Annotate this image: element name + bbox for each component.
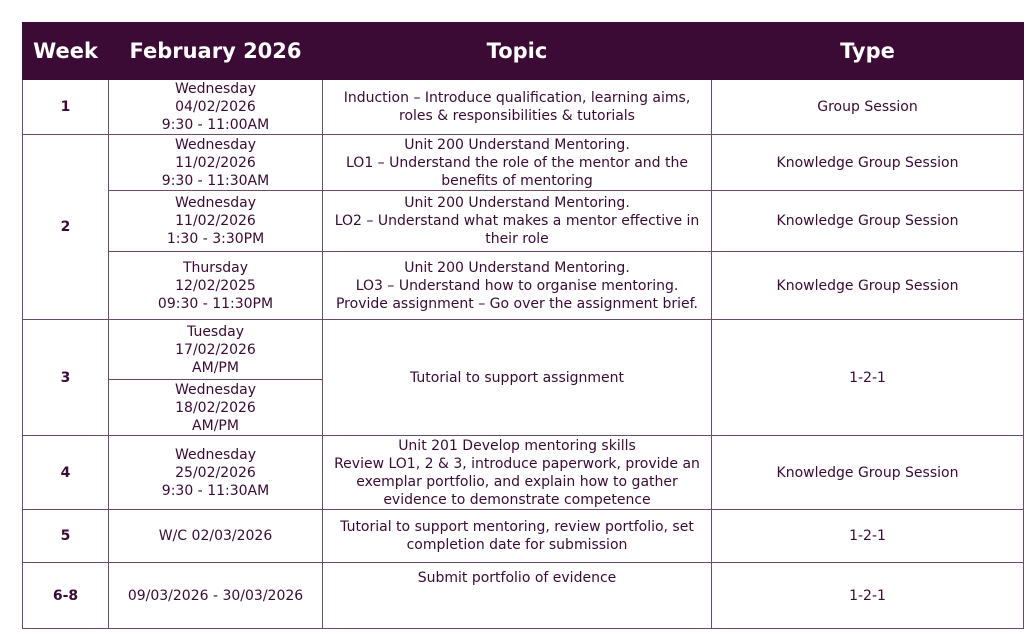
topic-cell xyxy=(323,80,712,135)
topic-line: their role xyxy=(485,231,549,247)
date-line: Wednesday xyxy=(174,195,257,211)
topic-cell xyxy=(323,191,712,252)
schedule-table xyxy=(22,22,1024,629)
topic-cell xyxy=(323,320,712,436)
date-line: 11/02/2026 xyxy=(175,213,256,229)
date-cell xyxy=(109,191,323,252)
date-line: 09/03/2026 - 30/03/2026 xyxy=(127,587,304,604)
week-cell: 1 xyxy=(23,80,109,135)
topic-cell xyxy=(323,563,712,629)
type-cell: Group Session xyxy=(712,80,1024,135)
week-cell: 6-8 xyxy=(23,563,109,629)
topic-line: LO2 – Understand what makes a mentor effective in xyxy=(334,213,700,229)
date-line: 12/02/2025 xyxy=(175,277,256,294)
topic-line: Review LO1, 2 & 3, introduce paperwork, provide an xyxy=(334,455,700,472)
header-topic: Topic xyxy=(323,23,712,80)
week-cell: 3 xyxy=(23,320,109,436)
date-cell xyxy=(109,436,323,510)
topic-cell xyxy=(323,436,712,510)
date-cell xyxy=(109,380,323,436)
type-cell: 1-2-1 xyxy=(712,563,1024,629)
date-line: Wednesday xyxy=(174,136,257,153)
date-line: 9:30 - 11:30AM xyxy=(161,172,270,189)
type-cell: Knowledge Group Session xyxy=(712,252,1024,320)
table-row xyxy=(23,80,1024,135)
table-row xyxy=(23,252,1024,320)
week-cell: 5 xyxy=(23,510,109,563)
date-cell xyxy=(109,252,323,320)
topic-line: Provide assignment – Go over the assignment brief. xyxy=(335,295,698,312)
topic-line: evidence to demonstrate competence xyxy=(383,491,651,508)
topic-line: exemplar portfolio, and explain how to gather xyxy=(356,473,678,490)
date-line: Thursday xyxy=(182,259,249,276)
date-line: AM/PM xyxy=(192,417,239,434)
date-line: Tuesday xyxy=(187,323,244,340)
table-row xyxy=(23,510,1024,563)
date-line: 04/02/2026 xyxy=(175,99,256,115)
table-row xyxy=(23,135,1024,191)
header-week: Week xyxy=(23,23,109,80)
topic-line: Unit 200 Understand Mentoring. xyxy=(404,195,630,211)
date-cell xyxy=(109,135,323,191)
type-cell: Knowledge Group Session xyxy=(712,135,1024,191)
topic-cell xyxy=(323,135,712,191)
type-cell: Knowledge Group Session xyxy=(712,436,1024,510)
type-cell: 1-2-1 xyxy=(712,510,1024,563)
date-line: W/C 02/03/2026 xyxy=(158,528,273,544)
date-line: 17/02/2026 xyxy=(175,341,256,358)
topic-line: Unit 201 Develop mentoring skills xyxy=(398,437,636,454)
header-row xyxy=(23,23,1024,80)
table-row xyxy=(23,563,1024,629)
date-line: Wednesday xyxy=(174,381,257,398)
table-row xyxy=(23,191,1024,252)
week-cell: 2 xyxy=(23,135,109,320)
date-line: 18/02/2026 xyxy=(175,399,256,416)
date-cell xyxy=(109,510,323,563)
date-line: 9:30 - 11:30AM xyxy=(161,482,270,499)
date-line: 9:30 - 11:00AM xyxy=(161,117,270,133)
topic-line: Induction – Introduce qualification, learning aims, xyxy=(343,90,691,106)
date-line: Wednesday xyxy=(174,446,257,463)
header-month: February 2026 xyxy=(109,23,323,80)
date-line: Wednesday xyxy=(174,81,257,97)
date-cell xyxy=(109,320,323,380)
week-cell: 4 xyxy=(23,436,109,510)
topic-line: Unit 200 Understand Mentoring. xyxy=(404,136,630,153)
date-cell xyxy=(109,80,323,135)
date-line: 09:30 - 11:30PM xyxy=(157,295,274,312)
topic-line: LO1 – Understand the role of the mentor and the xyxy=(346,154,688,171)
topic-line: roles & responsibilities & tutorials xyxy=(399,108,635,124)
type-cell: Knowledge Group Session xyxy=(712,191,1024,252)
topic-line: Tutorial to support assignment xyxy=(409,369,625,386)
topic-line: completion date for submission xyxy=(406,537,628,553)
date-cell xyxy=(109,563,323,629)
topic-line: benefits of mentoring xyxy=(441,172,593,189)
topic-line: Submit portfolio of evidence xyxy=(417,570,617,586)
date-line: 11/02/2026 xyxy=(175,154,256,171)
table-row xyxy=(23,436,1024,510)
topic-line: Tutorial to support mentoring, review portfolio, set xyxy=(340,519,694,535)
topic-line: LO3 – Understand how to organise mentoring. xyxy=(355,277,679,294)
date-line: AM/PM xyxy=(192,359,239,376)
date-line: 25/02/2026 xyxy=(175,464,256,481)
topic-cell xyxy=(323,252,712,320)
table-row xyxy=(23,320,1024,380)
type-cell: 1-2-1 xyxy=(712,320,1024,436)
topic-cell xyxy=(323,510,712,563)
header-type: Type xyxy=(712,23,1024,80)
topic-line: Unit 200 Understand Mentoring. xyxy=(404,259,630,276)
date-line: 1:30 - 3:30PM xyxy=(166,231,265,247)
